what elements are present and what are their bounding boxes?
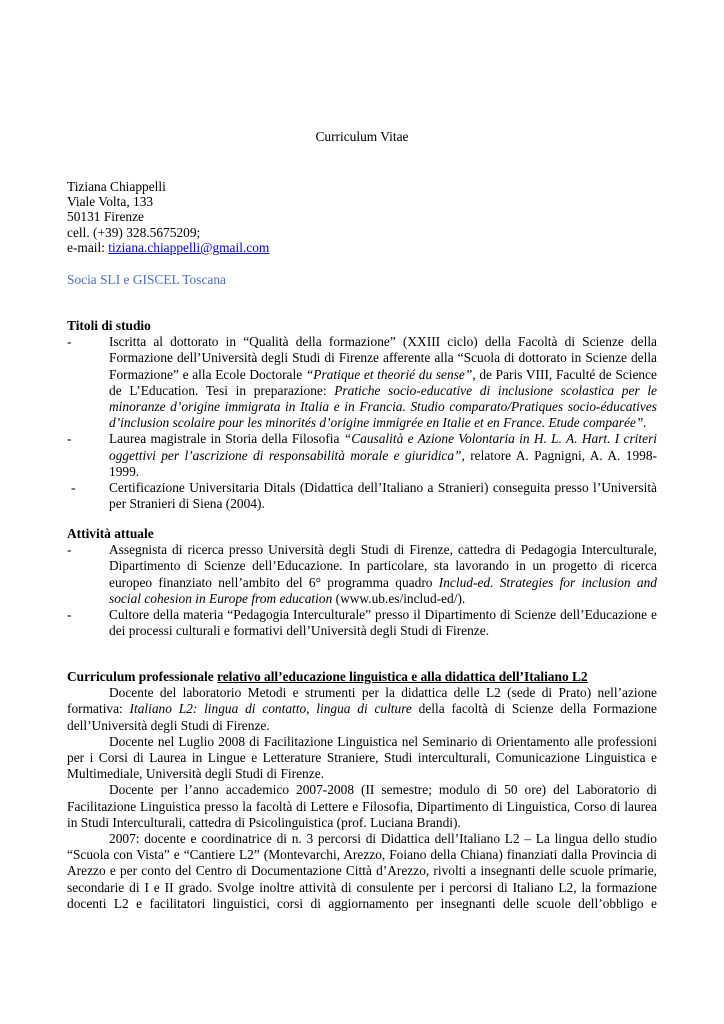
list-dash: -: [67, 431, 72, 447]
contact-city: 50131 Firenze: [67, 209, 144, 225]
list-dash: -: [67, 542, 72, 558]
professional-section: [67, 669, 657, 912]
professional-paragraph: Docente del laboratorio Metodi e strumenti per la didattica delle L2 (sede di Prato) nell’azione formativa: Italiano L2: lingua di contatto, lingua di culture della facoltà di Scienze della Formazione dell’Università degli Studi di Firenze.: [67, 685, 657, 733]
professional-paragraph: 2007: docente e coordinatrice di n. 3 percorsi di Didattica dell’Italiano L2 – La lingua dello studio “Scuola con Vista” e “Cantiere L2” (Montevarchi, Arezzo, Foiano della Chiana) finanziati dalla Provincia di Arezzo e per conto del Centro di Documentazione Città d’Arezzo, rivolti a insegnanti delle scuole primarie, secondarie di I e II grado. Svolge inoltre attività di consulente per i percorsi di Italiano L2, la formazione docenti L2 e facilitatori linguistici, corsi di aggiornamento per insegnanti delle scuole dell’obbligo e: [67, 831, 657, 911]
email-label: e-mail:: [67, 239, 109, 255]
document-title: Curriculum Vitae: [315, 129, 409, 144]
professional-paragraph: Docente nel Luglio 2008 di Facilitazione Linguistica nel Seminario di Orientamento alle professioni per i Corsi di Laurea in Lingue e Letterature Straniere, Studi interculturali, Comunicazione Linguistica e Multimediale, Università degli Studi di Firenze.: [67, 733, 657, 782]
contact-name: Tiziana Chiappelli: [67, 179, 166, 194]
email-link[interactable]: tiziana.chiappelli@gmail.com: [108, 239, 270, 255]
professional-heading: Curriculum professionale relativo all’educazione linguistica e alla didattica dell’Italiano L2: [67, 669, 588, 684]
contact-street: Viale Volta, 133: [67, 194, 154, 210]
education-heading: Titoli di studio: [67, 318, 151, 333]
education-section: [67, 318, 657, 512]
education-item-text: Certificazione Universitaria Ditals (Didattica dell’Italiano a Stranieri) conseguita presso l’Università per Stranieri di Siena (2004).: [109, 480, 657, 512]
current-activity-item: [67, 607, 657, 639]
current-activity-section: [67, 526, 657, 639]
membership-note: Socia SLI e GISCEL Toscana: [67, 272, 226, 287]
current-activity-heading: Attività attuale: [67, 526, 154, 541]
contact-block: [67, 179, 269, 255]
education-item: [67, 431, 657, 480]
education-item-text: Laurea magistrale in Storia della Filosofia “Causalità e Azione Volontaria in H. L. A. Hart. I criteri oggettivi per l’ascrizione di responsabilità morale e giuridica”, relatore A. Pagnigni, A. A. 1998-1999.: [109, 431, 657, 479]
professional-paragraph: Docente per l’anno accademico 2007-2008 (II semestre; modulo di 50 ore) del Laboratorio di Facilitazione Linguistica presso la facoltà di Lettere e Filosofia, Dipartimento di Linguistica, Corso di laurea in Studi Interculturali, cattedra di Psicolinguistica (prof. Luciana Brandi).: [67, 782, 657, 830]
list-dash: -: [71, 480, 76, 496]
education-item: [67, 334, 657, 431]
contact-phone: cell. (+39) 328.5675209;: [67, 224, 201, 240]
education-item: [67, 480, 657, 512]
current-activity-text: Assegnista di ricerca presso Università degli Studi di Firenze, cattedra di Pedagogia Interculturale, Dipartimento di Scienze dell’Educazione. In particolare, sta lavorando in un progetto di ricerca europeo finanziato nell’ambito del 6° programma quadro Includ-ed. Strategies for inclusion and social cohesion in Europe from education (www.ub.es/includ-ed/).: [109, 542, 657, 606]
list-dash: -: [67, 334, 72, 350]
current-activity-item: [67, 542, 657, 607]
list-dash: -: [67, 607, 72, 623]
current-activity-text: Cultore della materia “Pedagogia Interculturale” presso il Dipartimento di Scienze dell’Educazione e dei processi culturali e formativi dell’Università degli Studi di Firenze.: [109, 607, 657, 639]
contact-email-line: [67, 240, 269, 255]
education-item-text: Iscritta al dottorato in “Qualità della formazione” (XXIII ciclo) della Facoltà di Scienze della Formazione dell’Università degli Studi di Firenze afferente alla “Scuola di dottorato in Scienze della Formazione” e alla Ecole Doctorale “Pratique et theorié du sense”, de Paris VIII, Faculté de Science de L’Education. Tesi in preparazione: Pratiche socio-educative di inclusione scolastica per le minoranze d’origine immigrata in Italia e in Francia. Studio comparato/Pratiques socio-éducatives d’inclusion scolaire pour les minorités d’origine immigrée en Italie et en France. Etude comparée”.: [109, 334, 657, 431]
